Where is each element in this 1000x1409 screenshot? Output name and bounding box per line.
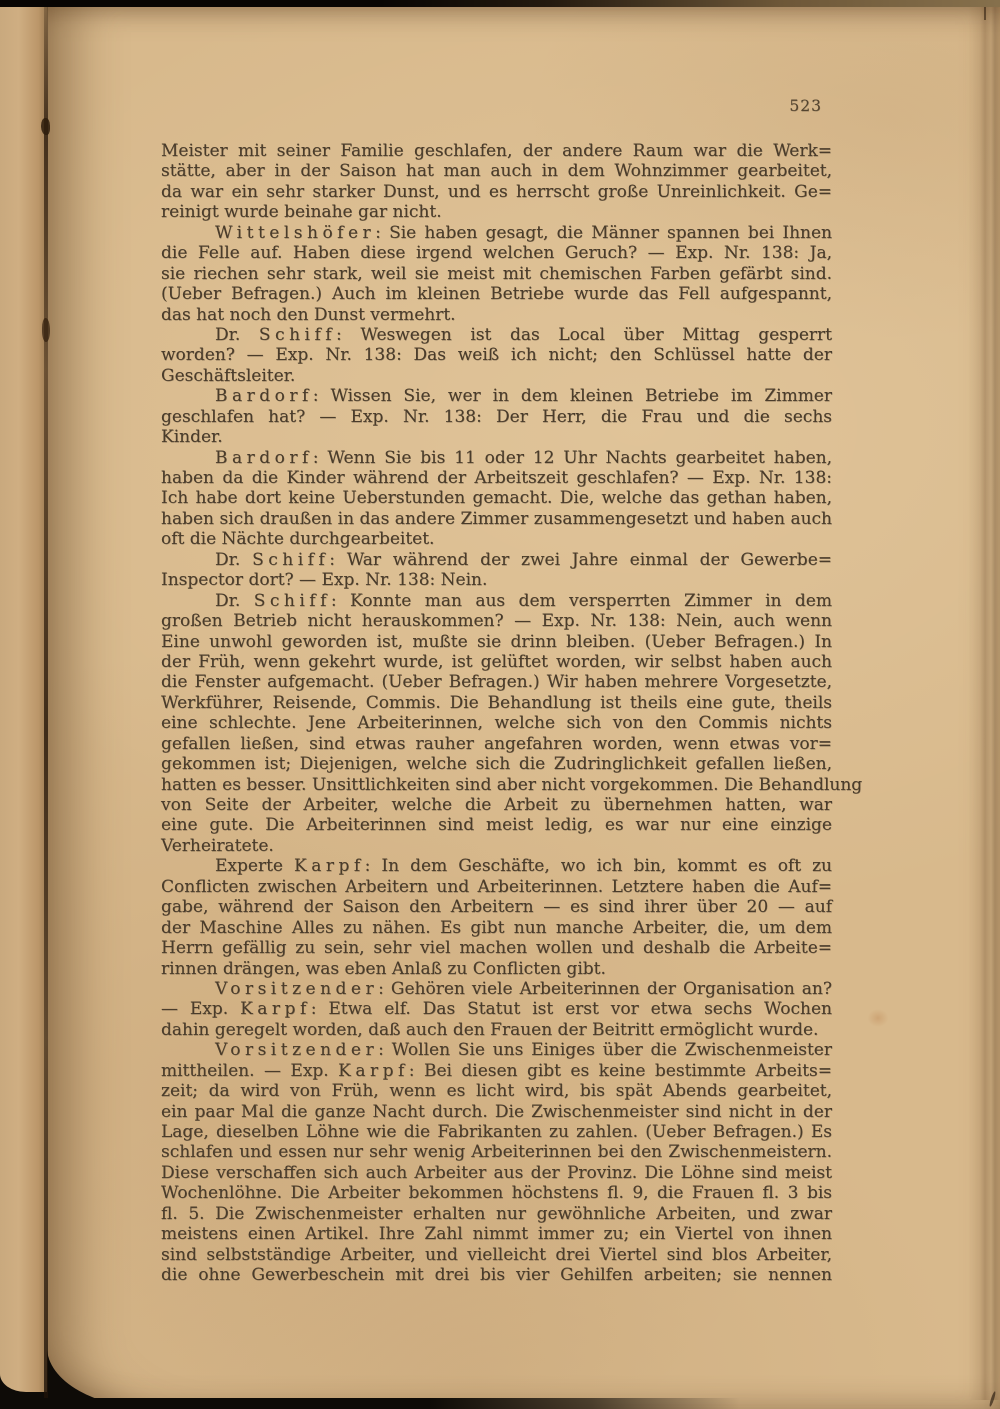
text-line [161,1183,832,1203]
text-run: eine schlechte. Jene Arbeiterinnen, welche sich von den Commis nichts [161,713,832,734]
gutter-ink-blob [42,318,50,342]
text-run: Meister mit seiner Familie geschlafen, der andere Raum war die Werk= [161,141,832,161]
text-run: dahin geregelt worden, daß auch den Frauen der Beitritt ermöglicht wurde. [161,1019,819,1040]
text-line [161,856,832,876]
text-line [161,897,832,917]
text-run: Eine unwohl geworden ist, mußte sie drinn bleiben. (Ueber Befragen.) In [161,631,832,652]
speaker-name: Schiff [252,549,330,570]
text-run: Dr. [215,590,254,611]
text-run: von Seite der Arbeiter, welche die Arbeit zu übernehmen hatten, war [161,795,832,815]
text-line [161,223,832,243]
text-line [161,182,832,202]
text-line [161,1204,832,1224]
text-line [161,1224,832,1244]
text-run: : Etwa elf. Das Statut ist erst vor etwa sechs Wochen [310,999,832,1020]
speaker-name: Karpf [294,856,365,877]
text-run: die ohne Gewerbeschein mit drei bis vier Gehilfen arbeiten; sie nennen [161,1265,832,1286]
text-run: schlafen und essen nur sehr wenig Arbeiterinnen bei den Zwischenmeistern. [161,1142,832,1163]
text-run: gekommen ist; Diejenigen, welche sich die Zudringlichkeit gefallen ließen, [161,754,832,775]
text-line [161,999,832,1019]
text-run: Kinder. [161,427,223,448]
text-run: Dr. [215,324,259,345]
text-run: : Sie haben gesagt, die Männer spannen bei Ihnen [375,222,832,243]
text-line [161,1061,832,1081]
text-run: das hat noch den Dunst vermehrt. [161,304,456,325]
speaker-name: Schiff [253,590,331,611]
speaker-name: Vorsitzender [215,978,379,999]
speaker-name: Vorsitzender [215,1040,379,1061]
text-line [161,734,832,754]
text-run: sind selbstständige Arbeiter, und vielleicht drei Viertel sind blos Arbeiter, [161,1244,832,1265]
text-run: : Wissen Sie, wer in dem kleinen Betriebe im Zimmer [312,386,832,407]
text-line [161,795,832,815]
text-line [161,918,832,938]
adjacent-page-edge [0,6,47,1392]
text-line [161,386,832,406]
text-line [161,1245,832,1265]
speaker-name: Bardorf [215,386,313,407]
text-line [161,1142,832,1162]
scan-top-edge [0,0,1000,7]
text-run: worden? — Exp. Nr. 138: Das weiß ich nicht; den Schlüssel hatte der [161,345,832,366]
text-run: mittheilen. — Exp. [161,1060,339,1081]
text-run: Experte [215,856,294,877]
speaker-name: Karpf [338,1060,409,1081]
text-run: : Gehören viele Arbeiterinnen der Organisation an? [378,978,832,999]
text-line [161,448,832,468]
text-run: Werkführer, Reisende, Commis. Die Behandlung ist theils eine gute, theils [161,692,832,713]
text-line [161,243,832,263]
text-line [161,488,832,508]
text-line [161,407,832,427]
text-line [161,1102,832,1122]
text-run: Diese verschaffen sich auch Arbeiter aus der Provinz. Die Löhne sind meist [161,1162,832,1183]
text-run: : Wenn Sie bis 11 oder 12 Uhr Nachts gearbeitet haben, [312,447,832,468]
text-line [161,1163,832,1183]
text-line [161,713,832,733]
page-text [161,141,863,1286]
text-line [161,1265,832,1285]
text-line [161,305,832,325]
text-run: fl. 5. Die Zwischenmeister erhalten nur gewöhnliche Arbeiten, und zwar [161,1203,832,1224]
text-run: reinigt wurde beinahe gar nicht. [161,202,442,223]
text-run: hatten es besser. Unsittlichkeiten sind aber nicht vorgekommen. Die Behandlung [161,774,863,795]
gutter-crease [44,6,48,1400]
text-run: haben sich draußen in das andere Zimmer zusammengesetzt und haben auch [161,508,832,529]
text-run: gefallen ließen, sind etwas rauher angefahren worden, wenn etwas vor= [161,733,832,754]
text-line [161,1122,832,1142]
paper-stain [864,1006,892,1030]
text-run: die Fenster aufgemacht. (Ueber Befragen.) Wir haben mehrere Vorgesetzte, [161,672,832,693]
text-run: großen Betrieb nicht herauskommen? — Exp. Nr. 138: Nein, auch wenn [161,611,832,632]
text-run: geschlafen hat? — Exp. Nr. 138: Der Herr, die Frau und die sechs [161,406,832,427]
text-line [161,1081,832,1101]
page-number: 523 [789,97,822,115]
text-run: Inspector dort? — Exp. Nr. 138: Nein. [161,570,488,591]
text-run: da war ein sehr starker Dunst, und es herrscht große Unreinlichkeit. Ge= [161,181,832,202]
text-line [161,325,832,345]
text-line [161,509,832,529]
gutter-ink-blob [41,118,50,135]
text-run: Herrn gefällig zu sein, sehr viel machen wollen und deshalb die Arbeite= [161,938,832,959]
speaker-name: Wittelshöfer [215,222,376,243]
text-line [161,161,832,181]
text-line [161,141,832,161]
text-line [161,345,832,365]
text-run: — Exp. [161,999,241,1020]
text-run: haben da die Kinder während der Arbeitszeit geschlafen? — Exp. Nr. 138: [161,468,832,488]
text-line [161,550,832,570]
text-run: Geschäftsleiter. [161,365,296,386]
text-line [161,877,832,897]
text-run: sie riechen sehr stark, weil sie meist mit chemischen Farben gefärbt sind. [161,263,832,284]
text-line [161,264,832,284]
text-run: der Früh, wenn gekehrt wurde, ist gelüftet worden, wir selbst haben auch [161,651,832,672]
scan-bottom-edge [0,1398,740,1409]
text-line [161,938,832,958]
text-line [161,366,832,386]
text-line [161,693,832,713]
text-run: eine gute. Die Arbeiterinnen sind meist ledig, es war nur eine einzige [161,815,832,836]
text-run: : Weswegen ist das Local über Mittag gesperrt [336,324,832,345]
text-line [161,468,832,488]
text-run: Ich habe dort keine Ueberstunden gemacht. Die, welche das gethan haben, [161,488,832,509]
text-run: rinnen drängen, was eben Anlaß zu Conflicten gibt. [161,958,606,979]
text-run: : Wollen Sie uns Einiges über die Zwischenmeister [378,1040,832,1061]
text-run: Dr. [215,549,253,570]
text-line [161,774,863,795]
text-line [161,202,832,222]
text-run: oft die Nächte durchgearbeitet. [161,529,435,550]
text-run: meistens einen Artikel. Ihre Zahl nimmt immer zu; ein Viertel von ihnen [161,1224,832,1245]
text-run: ein paar Mal die ganze Nacht durch. Die Zwischenmeister sind nicht in der [161,1101,832,1122]
text-line [161,427,832,447]
text-line [161,959,832,979]
text-run: der Maschine Alles zu nähen. Es gibt nun manche Arbeiter, die, um dem [161,917,832,938]
text-line [161,836,832,856]
text-line [161,672,832,692]
text-line [161,652,832,672]
speaker-name: Schiff [258,324,337,345]
text-line [161,632,832,652]
text-line [161,979,832,999]
text-run: zeit; da wird von Früh, wenn es licht wird, bis spät Abends gearbeitet, [161,1081,832,1102]
page-edge-stack [968,6,1000,1400]
text-run: : Bei diesen gibt es keine bestimmte Arbeits= [408,1060,833,1081]
text-run: stätte, aber in der Saison hat man auch in dem Wohnzimmer gearbeitet, [161,161,832,182]
text-run: : In dem Geschäfte, wo ich bin, kommt es oft zu [364,856,832,877]
text-line [161,591,832,611]
speaker-name: Bardorf [215,447,313,468]
text-run: Wochenlöhne. Die Arbeiter bekommen höchstens fl. 9, die Frauen fl. 3 bis [161,1183,832,1204]
text-run: Conflicten zwischen Arbeitern und Arbeiterinnen. Letztere haben die Auf= [161,876,832,897]
text-run: Verheiratete. [161,835,274,856]
text-line [161,754,832,774]
text-line [161,284,832,304]
text-line [161,815,832,835]
text-line [161,611,832,631]
text-line [161,529,832,549]
text-run: die Felle auf. Haben diese irgend welchen Geruch? — Exp. Nr. 138: Ja, [161,243,832,264]
speaker-name: Karpf [240,999,311,1020]
text-line [161,570,832,590]
text-line [161,1020,832,1040]
text-line [161,1040,832,1060]
text-run: gabe, während der Saison den Arbeitern — es sind ihrer über 20 — auf [161,897,832,918]
text-run: (Ueber Befragen.) Auch im kleinen Betriebe wurde das Fell aufgespannt, [161,284,832,305]
text-run: : Konnte man aus dem versperrten Zimmer in dem [330,590,832,611]
text-run: : War während der zwei Jahre einmal der Gewerbe= [329,549,832,570]
text-run: Lage, dieselben Löhne wie die Fabrikanten zu zahlen. (Ueber Befragen.) Es [161,1122,832,1142]
